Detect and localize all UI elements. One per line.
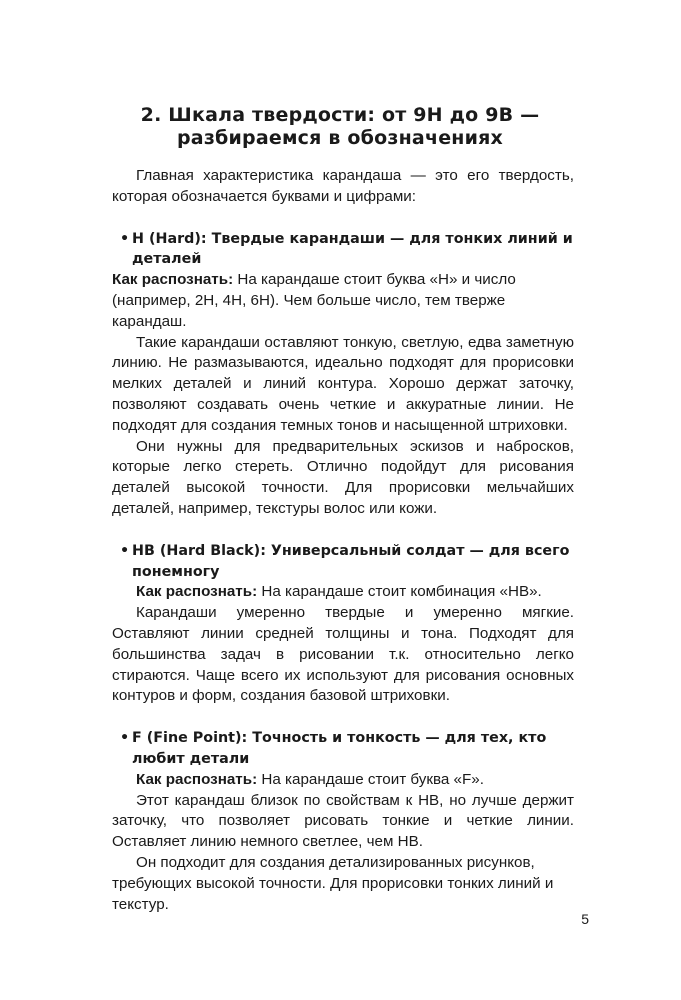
section-heading-text: F (Fine Point): Точность и тонкость — для тех, кто любит детали xyxy=(132,730,547,767)
section-paragraph: Карандаши умеренно твердые и умеренно мягкие. Оставляют линии средней толщины и тона. Подходят для большинства задач в рисовании т.к. относительно легко стираются. Чаще всего их используют для рисования основных контуров и форм, создания базовой штриховки. xyxy=(112,604,574,705)
bullet-icon: • xyxy=(120,542,130,559)
section-gap xyxy=(112,520,574,541)
how-to-recognize-label: Как распознать: xyxy=(136,583,258,601)
page-number: 5 xyxy=(581,911,589,927)
bullet-icon: • xyxy=(120,730,130,747)
page-title-line-1: 2. Шкала твердости: от 9H до 9B — xyxy=(140,104,540,126)
section-gap xyxy=(112,208,574,229)
page-title-line-2: разбираемся в обозначениях xyxy=(177,127,503,149)
how-to-recognize-label: Как распознать: xyxy=(112,271,234,289)
intro-paragraph: Главная характеристика карандаша — это его твердость, которая обозначается буквами и цифрами: xyxy=(112,167,574,205)
how-to-recognize-text: На карандаше стоит буква «H» и число (например, 2H, 4H, 6H). Чем больше число, тем тверже карандаш. xyxy=(112,271,516,330)
section-gap xyxy=(112,707,574,728)
section-fine-point xyxy=(112,728,574,915)
section-paragraph: Они нужны для предварительных эскизов и набросков, которые легко стереть. Отлично подойдут для рисования деталей высокой точности. Для прорисовки мельчайших деталей, например, текстуры волос или кожи. xyxy=(112,437,574,517)
how-to-recognize-label: Как распознать: xyxy=(136,770,258,788)
section-paragraph: Этот карандаш близок по свойствам к HB, но лучше держит заточку, что позволяет рисовать тонкие и четкие линии. Оставляет линию немного светлее, чем HB. xyxy=(112,791,574,851)
page-title xyxy=(90,104,590,150)
section-paragraph: Он подходит для создания детализированных рисунков, требующих высокой точности. Для прорисовки тонких линий и текстур. xyxy=(112,853,554,913)
page-body xyxy=(112,166,574,915)
bullet-icon: • xyxy=(120,230,130,247)
section-hard-black xyxy=(112,541,574,707)
how-to-recognize-text: На карандаше стоит буква «F». xyxy=(261,770,484,788)
section-hard xyxy=(112,229,574,520)
how-to-recognize xyxy=(112,270,574,332)
section-paragraph: Такие карандаши оставляют тонкую, светлую, едва заметную линию. Не размазываются, идеально подходят для прорисовки мелких деталей и линий контура. Хорошо держат заточку, позволяют создавать очень четкие и аккуратные линии. Не подходят для создания темных тонов и насыщенной штриховки. xyxy=(112,333,574,434)
section-heading xyxy=(112,229,574,271)
how-to-recognize xyxy=(112,770,574,791)
section-heading xyxy=(112,541,574,583)
section-heading-text: H (Hard): Твердые карандаши — для тонких линий и деталей xyxy=(132,230,573,268)
how-to-recognize xyxy=(112,582,574,603)
section-heading-text: HB (Hard Black): Универсальный солдат — для всего понемногу xyxy=(132,542,570,580)
section-heading xyxy=(112,728,574,770)
how-to-recognize-text: На карандаше стоит комбинация «HB». xyxy=(261,583,542,601)
